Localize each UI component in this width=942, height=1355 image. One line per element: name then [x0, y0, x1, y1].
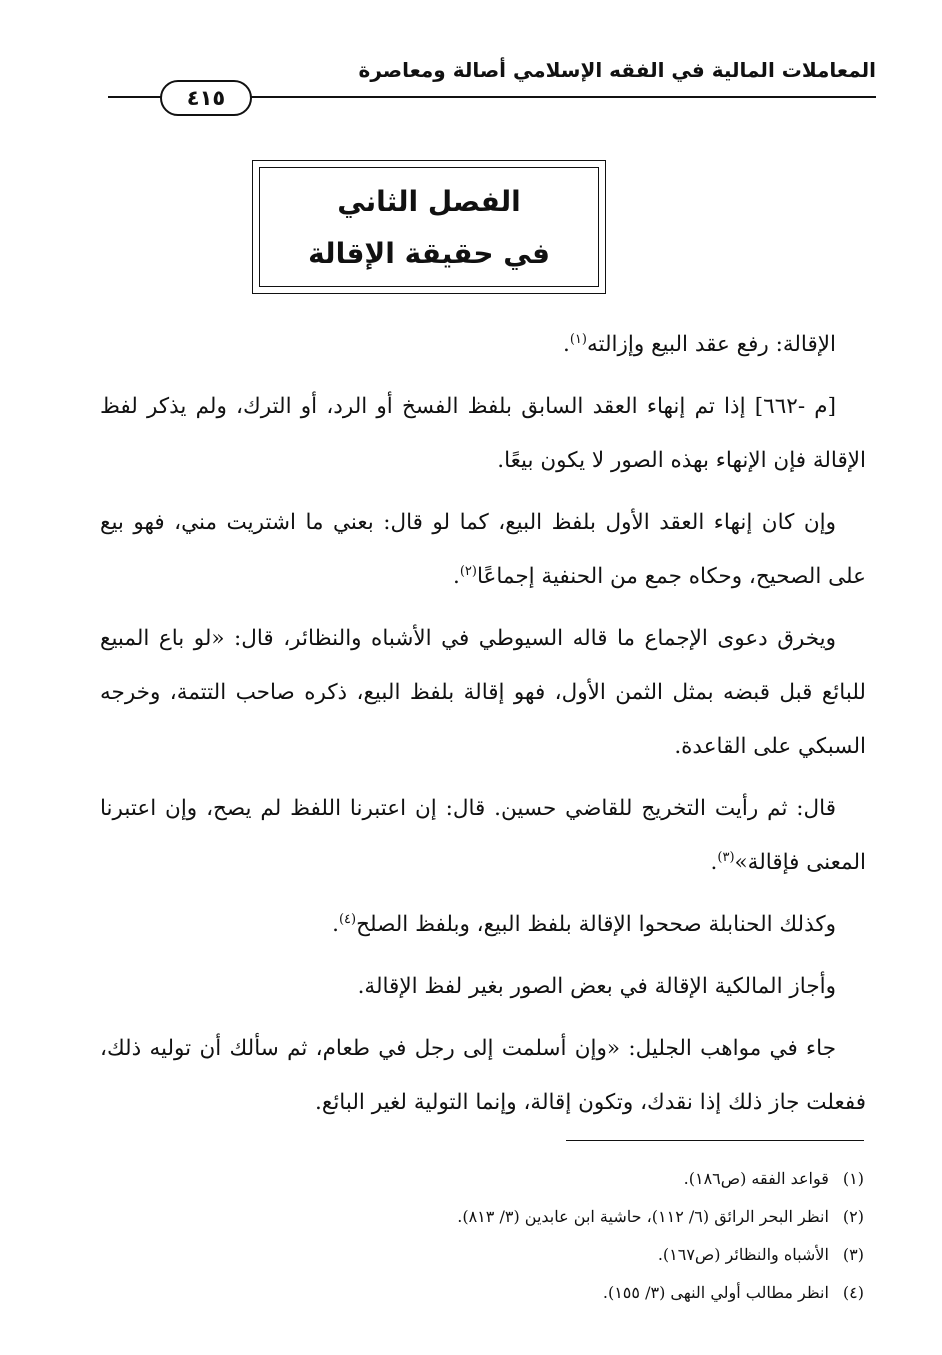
footnote-number: (٣) [842, 1245, 864, 1264]
paragraph: جاء في مواهب الجليل: «وإن أسلمت إلى رجل في طعام، ثم سألك أن توليه ذلك، ففعلت جاز ذلك إذا نقدك، وتكون إقالة، وإنما التولية لغير البائع. [100, 1036, 866, 1115]
chapter-heading-inner-frame [259, 167, 599, 287]
body-text [100, 318, 866, 1138]
chapter-title: الفصل الثاني [337, 185, 521, 218]
footnote-ref: (٤) [338, 911, 357, 927]
paragraph: وكذلك الحنابلة صححوا الإقالة بلفظ البيع، وبلفظ الصلح$^{(٤)}$. [332, 911, 836, 937]
page-number: ٤١٥ [160, 80, 252, 116]
chapter-heading-box [252, 160, 606, 294]
footnote-text: الأشباه والنظائر (ص١٦٧). [657, 1245, 829, 1264]
footnote-separator [566, 1140, 864, 1141]
footnotes [100, 1160, 864, 1312]
footnote-ref: (٣) [717, 849, 735, 865]
footnote-text: انظر البحر الرائق (٦/ ١١٢)، حاشية ابن عابدين (٣/ ٨١٣). [457, 1207, 829, 1226]
footnote-text: انظر مطالب أولي النهى (٣/ ١٥٥). [602, 1283, 829, 1302]
paragraph: ويخرق دعوى الإجماع ما قاله السيوطي في الأشباه والنظائر، قال: «لو باع المبيع للبائع قبل قبضه بمثل الثمن الأول، فهو إقالة بلفظ البيع، ذكره صاحب التتمة، وخرجه السبكي على القاعدة. [100, 626, 866, 759]
footnote-text: قواعد الفقه (ص١٨٦). [683, 1169, 829, 1188]
chapter-subtitle: في حقيقة الإقالة [308, 237, 550, 270]
running-header-title: المعاملات المالية في الفقه الإسلامي أصالة ومعاصرة [358, 58, 876, 82]
footnote-number: (٢) [842, 1207, 864, 1226]
footnote-ref: (٢) [459, 563, 477, 579]
paragraph: قال: ثم رأيت التخريج للقاضي حسين. قال: إن اعتبرنا اللفظ لم يصح، وإن اعتبرنا المعنى فإقالة»$^{(٣)}$. [100, 796, 866, 875]
footnote [100, 1160, 864, 1198]
footnote [100, 1236, 864, 1274]
paragraph: وإن كان إنهاء العقد الأول بلفظ البيع، كما لو قال: بعني ما اشتريت مني، فهو بيع على الصحيح، وحكاه جمع من الحنفية إجماعًا$^{(٢)}$. [100, 510, 866, 589]
footnote-number: (١) [842, 1169, 864, 1188]
footnote-ref: (١) [569, 331, 587, 347]
footnote-number: (٤) [842, 1283, 864, 1302]
paragraph: الإقالة: رفع عقد البيع وإزالته$^{(١)}$. [562, 331, 836, 357]
footnote [100, 1274, 864, 1312]
footnote [100, 1198, 864, 1236]
paragraph: وأجاز المالكية الإقالة في بعض الصور بغير لفظ الإقالة. [357, 974, 836, 999]
paragraph: [م -٦٦٢] إذا تم إنهاء العقد السابق بلفظ الفسخ أو الرد، أو الترك، ولم يذكر لفظ الإقالة فإن الإنهاء بهذه الصور لا يكون بيعًا. [100, 394, 866, 473]
